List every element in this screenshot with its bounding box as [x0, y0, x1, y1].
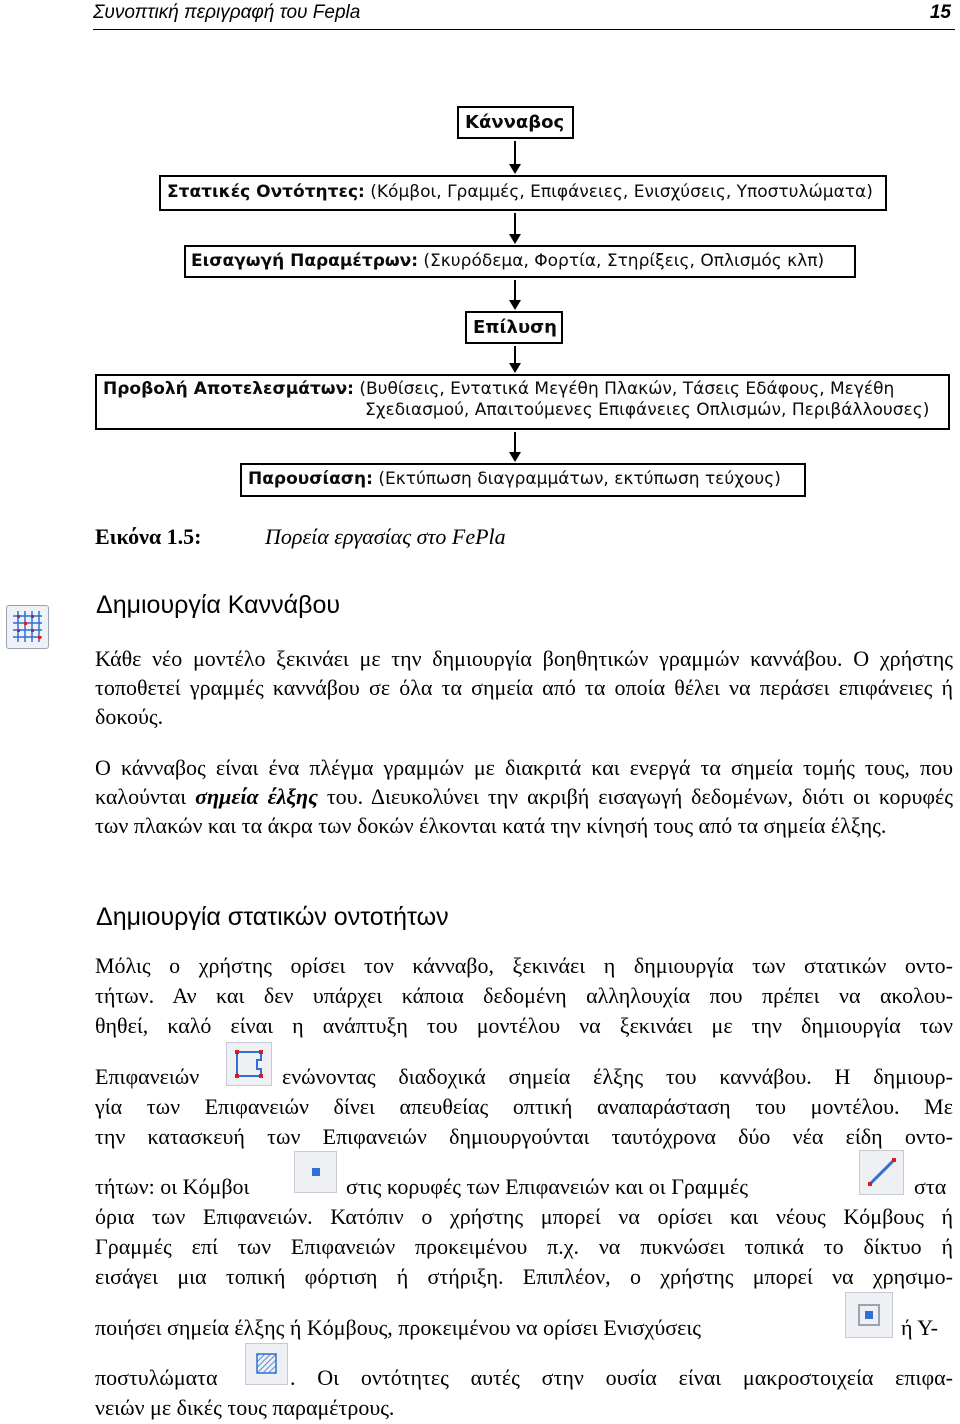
flow-box-solve: [465, 311, 563, 344]
running-title: Συνοπτική περιγραφή του Fepla: [93, 2, 361, 23]
section-heading-canvas: Δημιουργία Καννάβου: [96, 591, 341, 619]
text-line: στις κορυφές των Επιφανειών και οι Γραμμές: [346, 1174, 748, 1199]
flow-box-static-entities: [159, 175, 887, 211]
figure-caption-text: Πορεία εργασίας στο FePla: [265, 524, 506, 549]
text-line: ποστυλώματα: [95, 1365, 218, 1390]
text-line: την κατασκευή των Επιφανειών δημιουργούνται ταυτόχρονα δύο νέα είδη οντο-: [95, 1124, 953, 1149]
paragraph-canvas-grid: [95, 753, 953, 840]
reinforcement-icon: [845, 1292, 893, 1338]
text-line: όρια των Επιφανειών. Κατόπιν ο χρήστης μπορεί να ορίσει και νέους Κόμβους ή: [95, 1204, 953, 1229]
flow-canvas-label: Κάνναβος: [465, 112, 565, 133]
grid-icon: [6, 605, 49, 649]
column-icon: [245, 1343, 288, 1385]
flow-results-line1: [103, 379, 948, 400]
line-icon: [859, 1150, 904, 1195]
text-line: ποιήσει σημεία έλξης ή Κόμβους, προκειμένου να ορίσει Ενισχύσεις: [95, 1315, 701, 1340]
figure-caption-label: Εικόνα 1.5:: [95, 524, 202, 549]
flow-present-text: (Εκτύπωση διαγραμμάτων, εκτύπωση τεύχους): [372, 469, 781, 489]
surface-icon: [226, 1042, 272, 1086]
flow-static-label: Στατικές Οντότητες:: [167, 182, 365, 202]
text-line: νειών με δικές τους παραμέτρους.: [95, 1395, 395, 1420]
text-line: ενώνοντας διαδοχικά σημεία έλξης του καννάβου. Η δημιουρ-: [282, 1064, 953, 1089]
text-line: ή Υ-: [901, 1315, 938, 1340]
flow-results-text1: (Βυθίσεις, Εντατικά Μεγέθη Πλακών, Τάσεις Εδάφους, Μεγέθη: [353, 379, 895, 399]
flow-results-label: Προβολή Αποτελεσμάτων:: [103, 379, 354, 399]
flow-solve-label: Επίλυση: [473, 317, 557, 338]
flow-static-text: (Κόμβοι, Γραμμές, Επιφάνειες, Ενισχύσεις, Υποστυλώματα): [364, 182, 873, 202]
text-line: εισάγει μια τοπική φόρτιση ή στήριξη. Επιπλέον, ο χρήστης μπορεί να χρησιμο-: [95, 1264, 953, 1289]
flow-box-results: [95, 374, 950, 430]
text-line: στα: [914, 1174, 947, 1199]
flow-results-line2: Σχεδιασμού, Απαιτούμενες Επιφάνειες Οπλισμών, Περιβάλλουσες): [365, 400, 930, 420]
flow-box-presentation: [240, 463, 806, 497]
text-line: Μόλις ο χρήστης ορίσει τον κάνναβο, ξεκινάει η δημιουργία των στατικών οντο-: [95, 953, 953, 978]
snap-points-term: σημεία έλξης: [195, 784, 318, 809]
paragraph-canvas-intro: Κάθε νέο μοντέλο ξεκινάει με την δημιουργία βοηθητικών γραμμών καννάβου. Ο χρήστης τοποθετεί γραμμές καννάβου σε όλα τα σημεία από τα οποία θέλει να περάσει επιφάνειες ή δοκούς.: [95, 646, 953, 729]
page-number: 15: [929, 2, 951, 23]
text-line: Επιφανειών: [95, 1064, 200, 1089]
flow-present-label: Παρουσίαση:: [248, 469, 373, 489]
text-line: γία των Επιφανειών δίνει απευθείας οπτική αναπαράσταση του μοντέλου. Με: [95, 1094, 953, 1119]
flow-box-canvas: [457, 106, 574, 139]
text-line: . Οι οντότητες αυτές στην ουσία είναι μακροστοιχεία επιφα-: [290, 1365, 953, 1390]
page-header: [93, 0, 955, 30]
text-line: τήτων: οι Κόμβοι: [95, 1174, 250, 1199]
flow-box-input-parameters: [184, 245, 856, 278]
text-line: τήτων. Αν και δεν υπάρχει κάποια δεδομένη αλληλουχία που πρέπει να ακολου-: [95, 983, 953, 1008]
p2-text-b: του. Διευκολύνει την ακριβή εισαγωγή δεδομένων, διότι οι κορυφές των πλακών και τα άκρα των δοκών έλκονται κατά την κίνησή τους από τα σημεία έλξης.: [95, 784, 953, 838]
text-line: θηθεί, καλό είναι η ανάπτυξη του μοντέλου να ξεκινάει με την δημιουργία των: [95, 1013, 953, 1038]
section-heading-static-entities: Δημιουργία στατικών οντοτήτων: [96, 903, 449, 931]
node-icon: [294, 1151, 337, 1193]
p2-text-a: Ο κάνναβος είναι ένα πλέγμα γραμμών με διακριτά και ενεργά τα σημεία τομής τους, που καλούνται: [95, 755, 953, 809]
text-line: Γραμμές επί των Επιφανειών προκειμένου π.χ. να πυκνώσει τοπικά το δίκτυο ή: [95, 1234, 953, 1259]
flow-input-text: (Σκυρόδεμα, Φορτία, Στηρίξεις, Οπλισμός κλπ): [418, 251, 825, 271]
flow-input-label: Εισαγωγή Παραμέτρων:: [191, 251, 419, 271]
